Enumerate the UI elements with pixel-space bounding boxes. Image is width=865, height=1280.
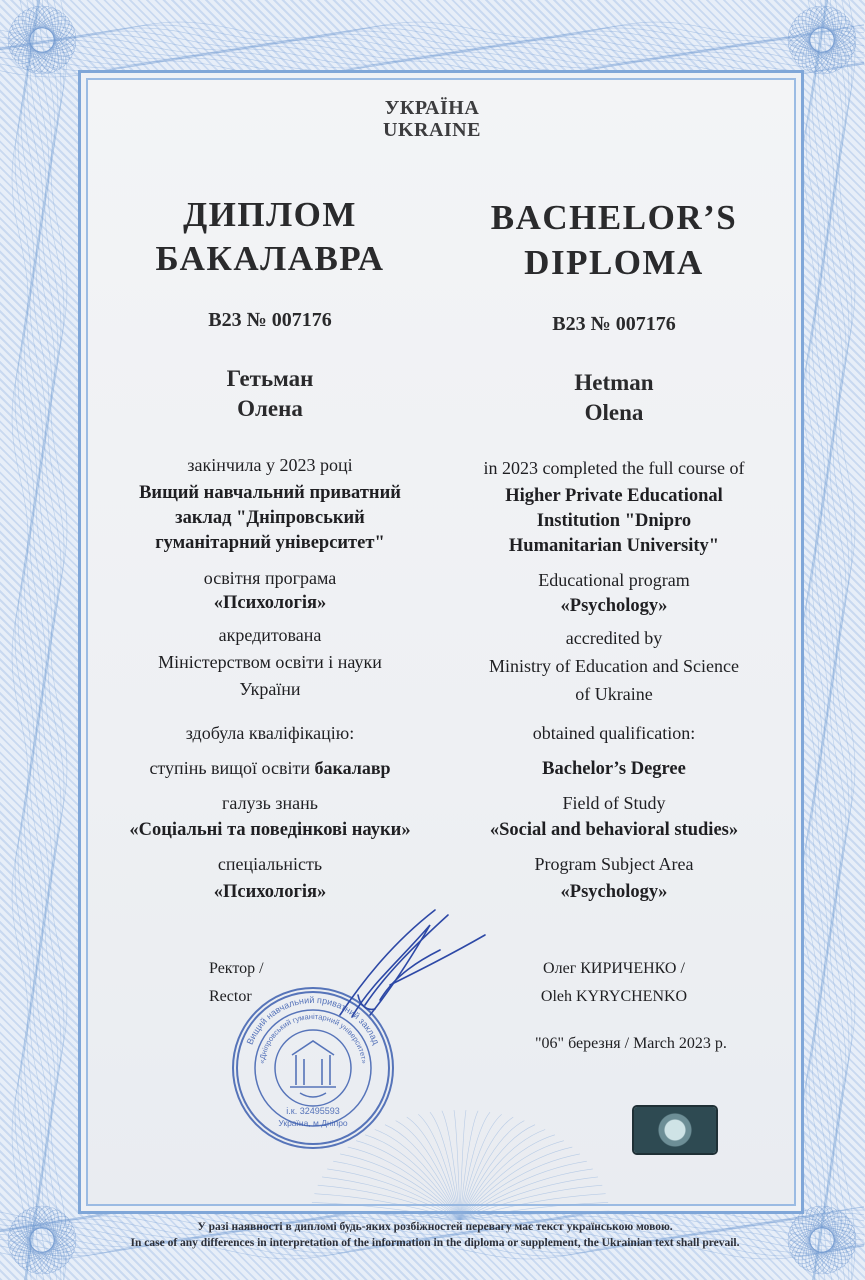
surname-ukrainian: Гетьман [226,366,314,391]
fan-ornament-line [460,1161,587,1220]
guilloche-line [30,0,46,1280]
fan-ornament-line [460,1117,513,1220]
degree-prefix-ukrainian: ступінь вищої освіти [149,758,315,778]
given-name-ukrainian: Олена [237,396,303,421]
institution-english-line3: Humanitarian University" [508,536,720,556]
program-label-english: Educational program [538,570,690,590]
field-label-english: Field of Study [562,793,666,813]
specialty-label-english: Program Subject Area [534,854,694,874]
guilloche-line [21,0,37,1280]
fan-ornament-line [407,1117,460,1220]
guilloche-line [839,0,855,1280]
title-english-line2: DIPLOMA [524,243,704,282]
guilloche-line [0,22,864,38]
fan-ornament-line [333,1161,460,1220]
rector-label-english: Rector [209,988,252,1005]
country-english: UKRAINE [383,119,481,141]
accredited-label-ukrainian: акредитована [218,625,322,645]
stamp-city: Україна, м.Дніпро [278,1118,348,1128]
title-ukrainian-line1: ДИПЛОМ [183,195,357,234]
title-english-line1: BACHELOR’S [490,198,738,237]
institution-ukrainian-line1: Вищий навчальний приватний [139,483,401,503]
completed-text-english: in 2023 completed the full course of [483,458,745,478]
degree-line-ukrainian [70,757,470,779]
ministry-english-line1: Ministry of Education and Science [489,656,739,676]
guilloche-line [24,0,40,1280]
surname-english: Hetman [574,370,654,395]
rector-signature [330,905,490,1025]
stamp-outer-text: Вищий навчальний приватний заклад [244,994,382,1047]
degree-value-english: Bachelor’s Degree [542,759,686,779]
institution-english-line1: Higher Private Educational [505,486,723,506]
country-ukrainian: УКРАЇНА [384,97,480,119]
guilloche-line [51,0,67,1280]
stamp-inner-text: «Дніпровський гуманітарний університет» [257,1011,369,1065]
guilloche-line [12,0,28,1280]
stamp-code: і.к. 32495593 [286,1106,340,1116]
given-name-english: Olena [584,400,644,425]
program-value-english: «Psychology» [560,596,668,616]
field-label-ukrainian: галузь знань [222,793,318,813]
specialty-label-ukrainian: спеціальність [217,854,323,874]
guilloche-line [815,0,831,1280]
guilloche-line [824,0,840,1280]
institution-ukrainian-line2: заклад "Дніпровський [175,508,365,528]
serial-number-right: B23 № 007176 [552,313,676,335]
program-label-ukrainian: освітня програма [203,568,337,588]
degree-value-ukrainian: бакалавр [314,758,391,778]
qualification-label-ukrainian: здобула кваліфікацію: [185,723,355,743]
serial-number-left: B23 № 007176 [208,309,332,331]
footer-note-ukrainian: У разі наявності в дипломі будь-яких розбіжностей перевагу має текст українською мовою. [197,1221,673,1233]
ministry-ukrainian-line1: Міністерством освіти і науки [158,652,382,672]
field-value-ukrainian: «Соціальні та поведінкові науки» [129,820,411,840]
title-ukrainian-line2: БАКАЛАВРА [155,239,385,278]
footer-note-english: In case of any differences in interpretation of the information in the diploma or supplement, the Ukrainian text shall prevail. [130,1237,740,1249]
security-hologram [634,1107,716,1153]
guilloche-line [36,0,52,1280]
signer-name-english: Oleh KYRYCHENKO [540,988,688,1005]
ministry-ukrainian-line2: України [239,679,301,699]
signer-name-ukrainian: Олег КИРИЧЕНКО / [543,960,685,977]
qualification-label-english: obtained qualification: [532,723,696,743]
institution-english-line2: Institution "Dnipro [536,511,692,531]
guilloche-line [812,0,828,1280]
guilloche-line [0,25,864,41]
accredited-label-english: accredited by [565,628,663,648]
guilloche-line [27,0,43,1280]
issue-date: "06" березня / March 2023 р. [535,1035,727,1052]
specialty-value-english: «Psychology» [560,882,668,902]
ministry-english-line2: of Ukraine [575,684,653,704]
program-value-ukrainian: «Психологія» [213,593,327,613]
rector-label-ukrainian: Ректор / [209,960,264,977]
institution-ukrainian-line3: гуманітарний університет" [155,533,385,553]
completed-text-ukrainian: закінчила у 2023 році [187,455,353,475]
field-value-english: «Social and behavioral studies» [489,820,739,840]
guilloche-line [818,0,834,1280]
specialty-value-ukrainian: «Психологія» [213,882,327,902]
guilloche-line [0,55,864,71]
